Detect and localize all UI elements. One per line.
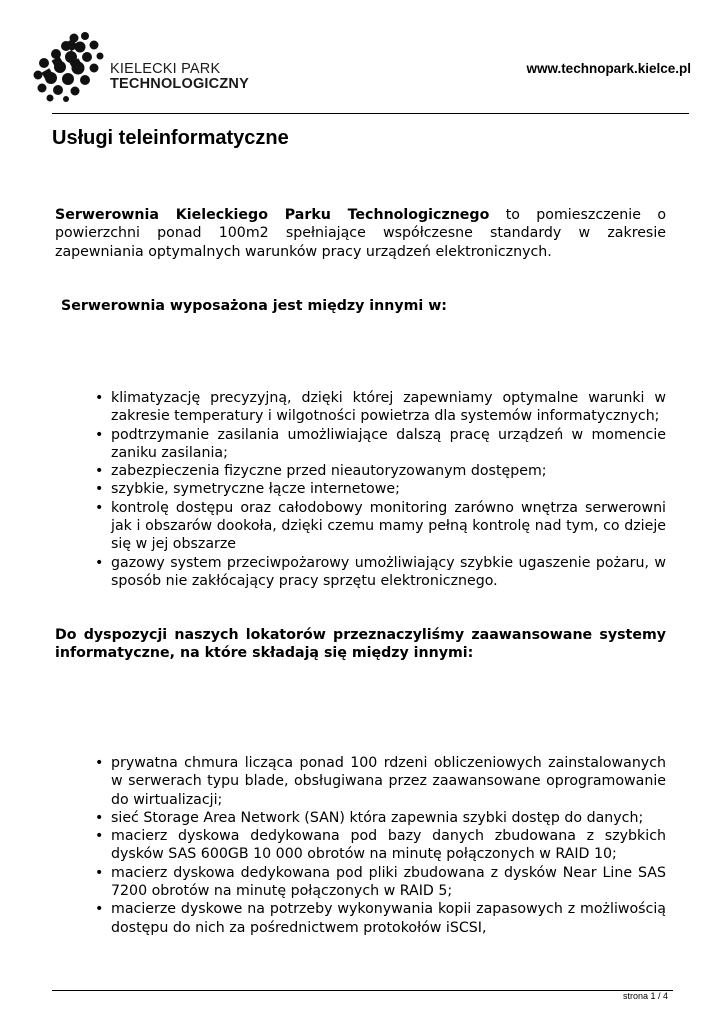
intro-rest: to pomieszczenie o powierzchni ponad 100m2 spełniające współczesne standardy w zakresie zapewniania optymalnych warunków pracy urządzeń elektronicznych. [55,207,666,260]
list-item: • szybkie, symetryczne łącze internetowe; [55,480,666,498]
logo-line-technologiczny: TECHNOLOGICZNY [110,76,249,92]
logo-line-kielecki-park: KIELECKI PARK [110,61,221,77]
footer-divider [52,990,673,991]
header-divider [52,113,689,114]
list-item: • prywatna chmura licząca ponad 100 rdzeni obliczeniowych zainstalowanych w serwerach typu blade, obsługiwana przez zaawansowane oprogramowanie do wirtualizacji; [55,754,666,809]
section2-heading: Do dyspozycji naszych lokatorów przeznaczyliśmy zaawansowane systemy informatyczne, na które składają się między innymi: [55,627,666,662]
page-title: Usługi teleinformatyczne [52,127,289,149]
list-item: • macierz dyskowa dedykowana pod bazy danych zbudowana z szybkich dysków SAS 600GB 10 000 obrotów na minutę połączonych w RAID 10; [55,827,666,864]
list-item: • klimatyzację precyzyjną, dzięki której zapewniamy optymalne warunki w zakresie temperatury i wilgotności powietrza dla systemów informatycznych; [55,389,666,426]
page-number: strona 1 / 4 [622,991,668,1001]
section2-list [55,754,666,937]
list-item: • sieć Storage Area Network (SAN) która zapewnia szybki dostęp do danych; [55,809,666,827]
list-item: • macierz dyskowa dedykowana pod pliki zbudowana z dysków Near Line SAS 7200 obrotów na minutę połączonych w RAID 5; [55,864,666,901]
site-url: www.technopark.kielce.pl [526,61,691,76]
intro-paragraph [55,206,666,261]
section1-list [55,389,666,590]
section1-list-container [55,389,666,590]
kpt-logo-icon [30,30,106,102]
list-item: • kontrolę dostępu oraz całodobowy monitoring zarówno wnętrza serwerowni jak i obszarów dookoła, dzięki czemu mamy pełną kontrolę nad tym, co dzieje się w jej obszarze [55,499,666,554]
list-item: • macierze dyskowe na potrzeby wykonywania kopii zapasowych z możliwością dostępu do nich za pośrednictwem protokołów iSCSI, [55,900,666,937]
page-header [0,0,725,116]
list-item: • podtrzymanie zasilania umożliwiające dalszą pracę urządzeń w momencie zaniku zasilania; [55,426,666,463]
list-item: • gazowy system przeciwpożarowy umożliwiający szybkie ugaszenie pożaru, w sposób nie zakłócający pracy sprzętu elektronicznego. [55,554,666,591]
intro-text [55,206,666,261]
kpt-logo [30,30,249,102]
section1-heading: Serwerownia wyposażona jest między innymi w: [61,298,447,314]
list-item: • zabezpieczenia fizyczne przed nieautoryzowanym dostępem; [55,462,666,480]
section2-list-container [55,754,666,937]
section2-heading-container [55,626,666,663]
intro-bold: Serwerownia Kieleckiego Parku Technologicznego [55,207,490,223]
logo-wordmark [110,62,249,92]
